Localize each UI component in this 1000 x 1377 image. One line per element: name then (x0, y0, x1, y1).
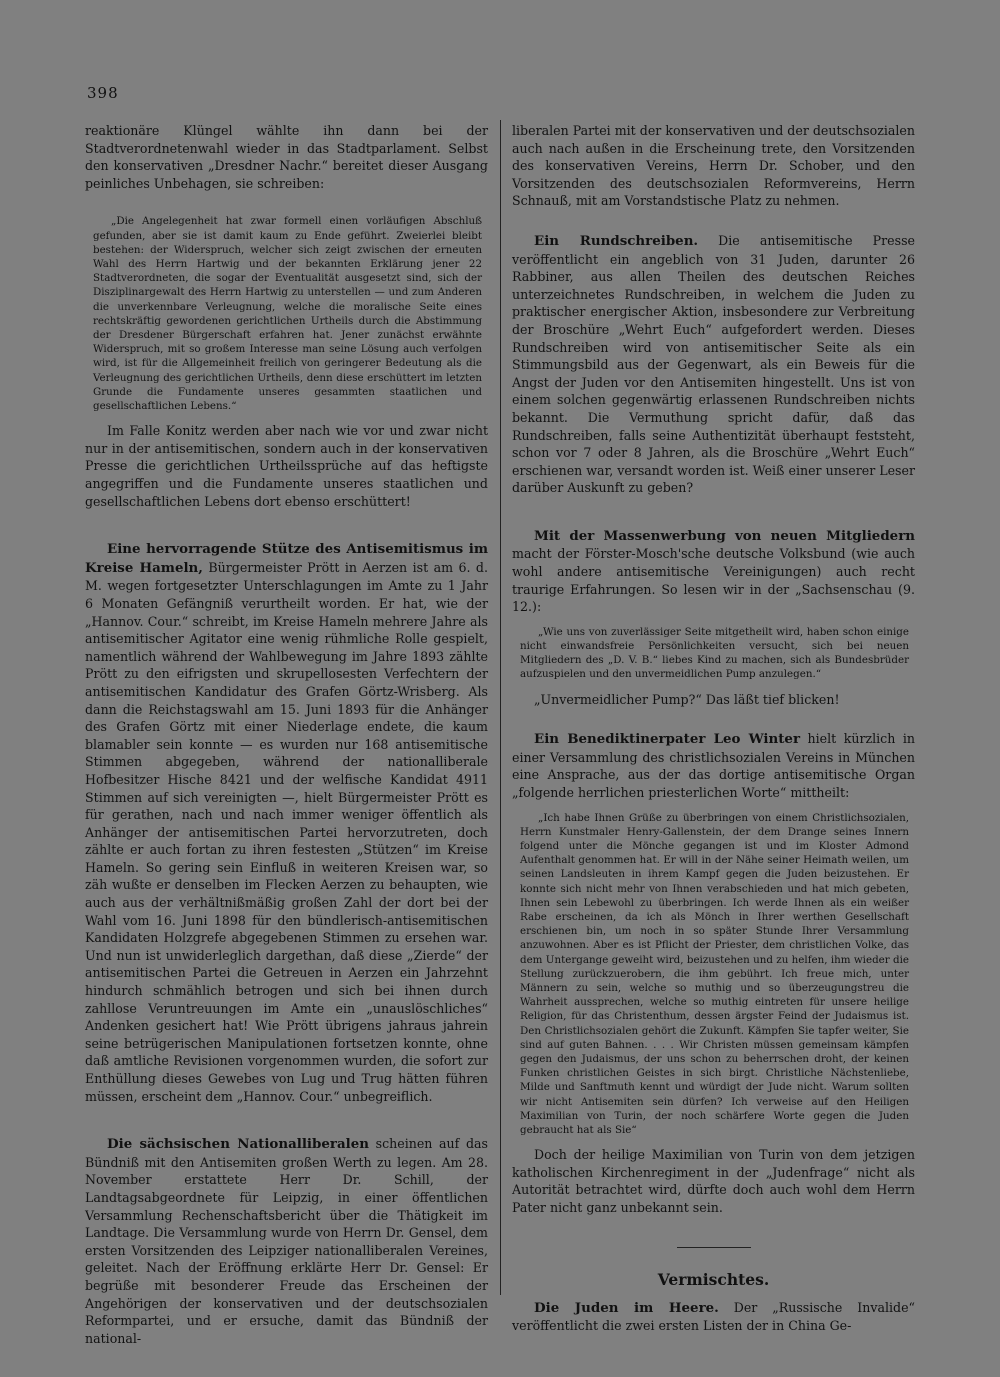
article-nationalliberale (85, 1135, 488, 1347)
headline-nationalliberale: Die sächsischen Nationalliberalen (107, 1136, 369, 1153)
article-juden-im-heere-body: Der „Russische Invalide“ veröffentlicht die zwei ersten Listen der in China Ge- (512, 1299, 915, 1334)
article-massenwerbung-body: macht der Förster-Mosch'sche deutsche Volksbund (wie auch wohl andere antisemitische Vereinigungen) auch recht traurige Erfahrungen. So lesen wir in der „Sachsenschau (9. 12.): (512, 546, 915, 615)
paragraph-continuation: liberalen Partei mit der konservativen und der deutschsozialen auch nach außen in die Erscheinung trete, den Vorsitzenden des konservativen Vereins, Herrn Dr. Schober, und den Vorsitzenden des deutschsozialen Reformvereins, Herrn Schnauß, mit am Vorstandstische Platz zu nehmen. (512, 123, 915, 209)
headline-massenwerbung: Mit der Massenwerbung von neuen Mitgliedern (534, 527, 915, 544)
column-divider (500, 120, 501, 1295)
page-number: 398 (87, 84, 119, 102)
article-juden-im-heere (512, 1299, 915, 1335)
paragraph-pump: „Unvermeidlicher Pump?“ Das läßt tief blicken! (534, 691, 840, 707)
quote-leo-winter: „Ich habe Ihnen Grüße zu überbringen von einem Christlichsozialen, Herrn Kunstmaler Henry-Gallenstein, der dem Drange seines Innern folgend unter die Mönche gegangen ist und im Kloster Admond Aufenthalt genommen hat. Er will in der Nähe seiner Heimath weilen, um seinen Landsleuten in ihrem Kampf gegen die Juden beizustehen. Er konnte sich nicht mehr von Ihnen verabschieden und hat mich gebeten, Ihnen sein Lebewohl zu überbringen. Ich werde Ihnen als ein weißer Rabe erscheinen, da ich als Mönch in Ihrer werthen Gesellschaft erschienen bin, um noch in so später Stunde Ihrer Versammlung anzuwohnen. Aber es ist Pflicht der Priester, dem christlichen Volke, das dem Untergange geweiht wird, beizustehen und zu helfen, ihm wieder die Stellung zurückzuerobern, die ihm gebührt. Ich freue mich, unter Männern zu sein, welche so muthig und so überzeugungstreu die Wahrheit aussprechen, welche so muthig eintreten für unsere heilige Religion, für das Christenthum, dessen ärgster Feind der Judaismus ist. Den Christlichsozialen gehört die Zukunft. Kämpfen Sie tapfer weiter, Sie sind auf guten Bahnen. . . . Wir Christen müssen gemeinsam kämpfen gegen den Judaismus, der uns schon zu beherrschen droht, der keinen Funken christlichen Geistes in sich birgt. Christliche Nächstenliebe, Milde und Sanftmuth kennt und würdigt der Jude nicht. Warum sollten wir nicht Antisemiten sein dürfen? Ich verweise auf den Heiligen Maximilian von Turin, der noch schärfere Worte gegen die Juden gebraucht hat als Sie“ (520, 811, 909, 1137)
right-column (512, 122, 915, 1335)
headline-hameln: Eine hervorragende Stütze des Antisemitismus im Kreise Hameln, (85, 541, 488, 576)
headline-leo-winter: Ein Benediktinerpater Leo Winter (534, 731, 801, 748)
paragraph-maximilian: Doch der heilige Maximilian von Turin von dem jetzigen katholischen Kirchenregiment in der „Judenfrage“ nicht als Autorität betrachtet wird, dürfte doch auch wohl dem Herrn Pater nicht ganz unbekannt sein. (512, 1147, 915, 1216)
headline-rundschreiben: Ein Rundschreiben. (534, 232, 699, 249)
article-hameln (85, 540, 488, 1105)
article-rundschreiben-body: Die antisemitische Presse veröffentlicht ein angeblich von 31 Juden, darunter 26 Rabbiner, aus allen Theilen des deutschen Reiches unterzeichnetes Rundschreiben, in welchem die Juden zu praktischer energischer Aktion, insbesondere zur Verbreitung der Broschüre „Wehrt Euch“ aufgefordert werden. Dieses Rundschreiben wird von antisemitischer Seite als ein Stimmungsbild aus der Gegenwart, als ein Beweis für die Angst der Juden vor den Antisemiten hingestellt. Uns ist von einem solchen gegenwärtig erlassenen Rundschreiben nichts bekannt. Die Vermuthung spricht dafür, daß das Rundschreiben, falls seine Authentizität überhaupt feststeht, schon vor 7 oder 8 Jahren, als die Broschüre „Wehrt Euch“ erschienen war, versandt worden ist. Weiß einer unserer Leser darüber Auskunft zu geben? (512, 232, 915, 496)
headline-juden-im-heere: Die Juden im Heere. (534, 1299, 719, 1316)
left-column (85, 122, 488, 1347)
paragraph-konitz: Im Falle Konitz werden aber nach wie vor und zwar nicht nur in der antisemitischen, sondern auch in der konservativen Presse die gerichtlichen Urtheilssprüche auf das heftigste angegriffen und die Fundamente unseres staatlichen und gesellschaftlichen Lebens dort ebenso erschüttert! (85, 423, 488, 509)
paragraph-dresden: reaktionäre Klüngel wählte ihn dann bei der Stadtverordnetenwahl wieder in das Stadtparlament. Selbst den konservativen „Dresdner Nachr.“ bereitet dieser Ausgang peinliches Unbehagen, sie schreiben: (85, 123, 488, 191)
section-title-vermischtes: Vermischtes. (657, 1269, 770, 1289)
quote-dresdner-nachr: „Die Angelegenheit hat zwar formell einen vorläufigen Abschluß gefunden, aber sie ist damit kaum zu Ende geführt. Zweierlei bleibt bestehen: der Widerspruch, welcher sich zeigt zwischen der erneuten Wahl des Herrn Hartwig und der bekannten Erklärung jener 22 Stadtverordneten, die sogar der Eventualität ausgesetzt sind, sich der Disziplinargewalt des Herrn Hartwig zu unterstellen — und zum Anderen die unverkennbare Verleugnung, welche die moralische Seite eines rechtskräftig gewordenen gerichtlichen Urtheils durch die Abstimmung der Dresdener Bürgerschaft erfahren hat. Jener zunächst erwähnte Widerspruch, mit so großem Interesse man seine Lösung auch verfolgen wird, ist für die Allgemeinheit freilich von geringerer Bedeutung als die Verleugnung des gerichtlichen Urtheils, denn diese erschüttert im letzten Grunde die Fundamente unseres gesammten staatlichen und gesellschaftlichen Lebens.“ (93, 215, 482, 413)
article-nationalliberale-body: scheinen auf das Bündniß mit den Antisemiten großen Werth zu legen. Am 28. November erstattete Herr Dr. Schill, der Landtagsabgeordnete für Leipzig, in einer öffentlichen Versammlung Rechenschaftsbericht über die Thätigkeit im Landtage. Die Versammlung wurde von Herrn Dr. Gensel, dem ersten Vorsitzenden des Leipziger nationalliberalen Vereines, geleitet. Nach der Eröffnung erklärte Herr Dr. Gensel: Er begrüße mit besonderer Freude das Erscheinen der Angehörigen der konservativen und der deutschsozialen Reformpartei, und er ersuche, damit das Bündniß der national- (85, 1136, 488, 1346)
quote-sachsenschau: „Wie uns von zuverlässiger Seite mitgetheilt wird, haben schon einige nicht einwandsfreie Persönlichkeiten versucht, sich bei neuen Mitgliedern des „D. V. B.“ liebes Kind zu machen, sich als Bundesbrüder aufzuspielen und den unvermeidlichen Pump anzulegen.“ (520, 625, 909, 681)
article-hameln-body: Bürgermeister Prött in Aerzen ist am 6. d. M. wegen fortgesetzter Unterschlagungen im Amte zu 1 Jahr 6 Monaten Gefängniß verurtheilt worden. Er hat, wie der „Hannov. Cour.“ schreibt, im Kreise Hameln mehrere Jahre als antisemitischer Agitator eine wenig rühmliche Rolle gespielt, namentlich während der Wahlbewegung im Jahre 1893 zählte Prött zu den eifrigsten und skrupellosesten Verfechtern der antisemitischen Kandidatur des Grafen Görtz-Wrisberg. Als dann die Reichstagswahl am 15. Juni 1893 für die Anhänger des Grafen Görtz mit einer Niederlage endete, die kaum blamabler sein konnte — es wurden nur 168 antisemitische Stimmen abgegeben, während der nationalliberale Hofbesitzer Hische 8421 und der welfische Kandidat 4911 Stimmen auf sich vereinigten —, hielt Bürgermeister Prött es für gerathen, nach und nach immer weniger öffentlich als Anhänger der antisemitischen Partei hervorzutreten, doch zählte er auch fortan zu ihren festesten „Stützen“ im Kreise Hameln. So gering sein Einfluß in weiteren Kreisen war, so zäh wußte er denselben im Flecken Aerzen zu behaupten, wie auch aus der verhältnißmäßig großen Zahl der dort bei der Wahl vom 16. Juni 1898 für den bündlerisch-antisemitischen Kandidaten Holzgrefe abgegebenen Stimmen zu ersehen war. Und nun ist unwiderleglich dargethan, daß diese „Zierde“ der antisemitischen Partei die Getreuen in Aerzen ein Jahrzehnt hindurch schmählich betrogen und sich bei ihnen durch zahllose Veruntreuungen im Amte ein „unauslöschliches“ Andenken gesichert hat! Wie Prött übrigens jahraus jahrein seine betrügerischen Manipulationen fortsetzen konnte, ohne daß amtliche Revisionen vorgenommen wurden, die sofort zur Enthüllung dieses Gewebes von Lug und Trug hätten führen müssen, erscheint dem „Hannov. Cour.“ unbegreiflich. (85, 559, 488, 1104)
article-leo-winter (512, 730, 915, 801)
article-leo-winter-body: hielt kürzlich in einer Versammlung des christlichsozialen Vereins in München eine Ansprache, aus der das dortige antisemitische Organ „folgende herrlichen priesterlichen Worte“ mittheilt: (512, 731, 916, 801)
article-rundschreiben (512, 232, 915, 497)
article-massenwerbung (512, 527, 915, 616)
